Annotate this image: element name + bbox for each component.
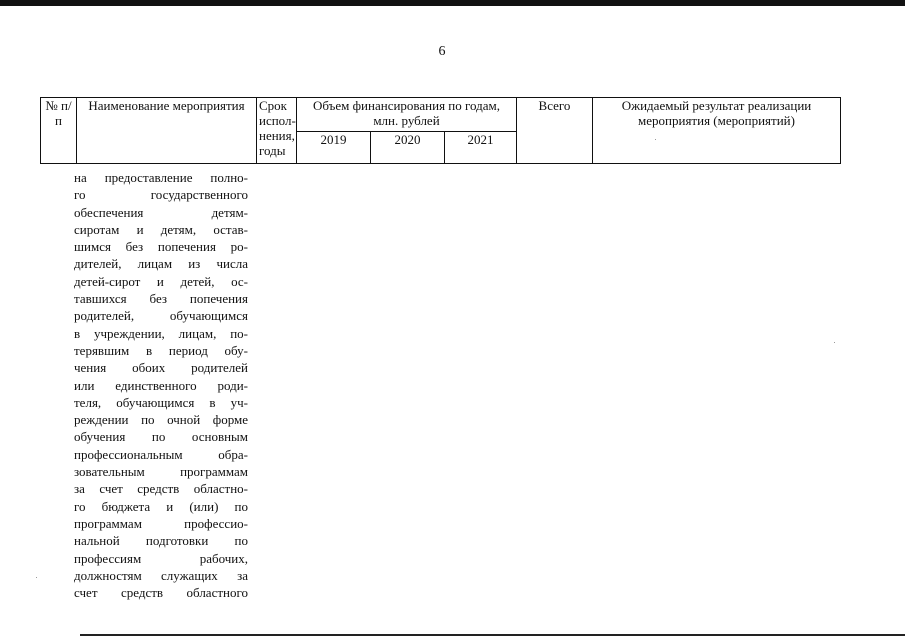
text-line: го государственного <box>74 187 248 203</box>
text-line: детей-сирот и детей, ос- <box>74 273 248 289</box>
text-line: тавшихся без попечения <box>74 291 248 307</box>
text-line: профессиям рабочих, <box>74 550 248 566</box>
scan-speck <box>834 342 835 343</box>
text-line: реждении по очной форме <box>74 412 248 428</box>
page-number: 6 <box>438 44 446 59</box>
text-line: шимся без попечения ро- <box>74 239 248 255</box>
text-line: нальной подготовки по <box>74 533 248 549</box>
text-line: сиротам и детям, остав- <box>74 221 248 237</box>
text-line: на предоставление полно- <box>74 170 248 185</box>
scan-speck <box>36 577 37 578</box>
text-line: теля, обучающимся в уч- <box>74 394 248 410</box>
text-line: счет средств областного <box>74 585 248 601</box>
text-line: обучения по основным <box>74 429 248 445</box>
text-line: зовательным программам <box>74 464 248 480</box>
text-line: профессиональным обра- <box>74 446 248 462</box>
column-header-year-2019: 2019 <box>297 132 371 164</box>
table-header <box>40 97 841 164</box>
text-line: за счет средств областно- <box>74 481 248 497</box>
text-line: программам профессио- <box>74 515 248 531</box>
column-header-number: № п/п <box>41 98 77 164</box>
column-header-term: Срок испол-нения, годы <box>257 98 297 164</box>
text-line: или единственного роди- <box>74 377 248 393</box>
measure-description-text <box>74 169 248 601</box>
column-header-year-2021: 2021 <box>445 132 517 164</box>
column-header-year-2020: 2020 <box>371 132 445 164</box>
text-line: родителей, обучающимся <box>74 308 248 324</box>
text-line: дителей, лицам из числа <box>74 256 248 272</box>
top-border-rule <box>0 0 905 6</box>
text-line: терявшим в период обу- <box>74 342 248 358</box>
text-line: должностям служащих за <box>74 567 248 583</box>
column-header-name: Наименование мероприятия <box>77 98 257 164</box>
text-line: чения обоих родителей <box>74 360 248 376</box>
text-line: го бюджета и (или) по <box>74 498 248 514</box>
text-line: обеспечения детям- <box>74 204 248 220</box>
text-line: в учреждении, лицам, по- <box>74 325 248 341</box>
scan-speck <box>655 139 656 140</box>
bottom-border-rule <box>80 634 905 636</box>
column-header-result: Ожидаемый результат реализации мероприятия (мероприятий) <box>593 98 841 164</box>
column-header-total: Всего <box>517 98 593 164</box>
column-header-finance: Объем финансирования по годам, млн. рублей <box>297 98 517 132</box>
